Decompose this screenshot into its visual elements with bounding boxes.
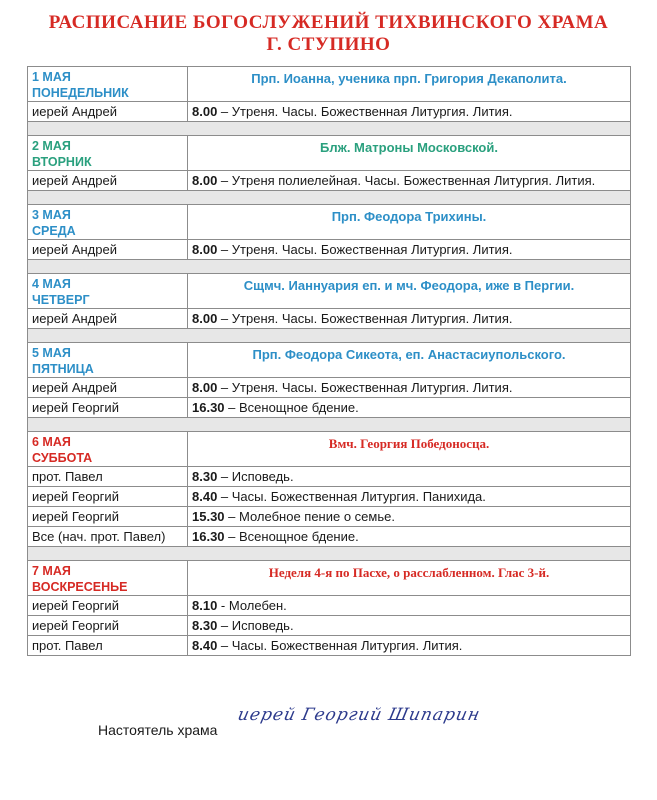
day-header xyxy=(28,136,630,171)
service-row xyxy=(28,487,630,507)
day-block-6 xyxy=(27,431,631,546)
feast-title: Неделя 4-я по Пасхе, о расслабленном. Глас 3-й. xyxy=(268,565,550,580)
day-date: 3 МАЯ xyxy=(32,208,71,222)
day-separator xyxy=(27,259,631,273)
service-row xyxy=(28,507,630,527)
feast-title: Вмч. Георгия Победоносца. xyxy=(328,436,490,451)
celebrant: иерей Георгий xyxy=(28,507,188,526)
page-subtitle: Г. СТУПИНО xyxy=(266,34,391,55)
day-header xyxy=(28,561,630,596)
day-weekday: СРЕДА xyxy=(32,224,76,238)
celebrant: иерей Андрей xyxy=(28,102,188,121)
feast-title: Прп. Феодора Трихины. xyxy=(331,209,487,224)
celebrant: иерей Георгий xyxy=(28,398,188,417)
service-time: 8.40 xyxy=(192,489,218,504)
service-row xyxy=(28,378,630,398)
celebrant: прот. Павел xyxy=(28,467,188,486)
schedule-table xyxy=(27,66,631,656)
day-block-3 xyxy=(27,204,631,259)
service-desc: – Всенощное бдение. xyxy=(224,529,359,544)
service-row xyxy=(28,616,630,636)
service-desc: – Всенощное бдение. xyxy=(224,400,359,415)
celebrant: иерей Андрей xyxy=(28,309,188,328)
service-time: 8.00 xyxy=(192,311,218,326)
day-weekday: ВТОРНИК xyxy=(32,155,92,169)
celebrant: прот. Павел xyxy=(28,636,188,655)
day-separator xyxy=(27,121,631,135)
service-time: 8.40 xyxy=(192,638,218,653)
service-row xyxy=(28,467,630,487)
service-time: 8.00 xyxy=(192,380,218,395)
celebrant: Все (нач. прот. Павел) xyxy=(28,527,188,546)
day-date: 4 МАЯ xyxy=(32,277,71,291)
day-weekday: ВОСКРЕСЕНЬЕ xyxy=(32,580,128,594)
day-separator xyxy=(27,546,631,560)
service-desc: – Исповедь. xyxy=(217,469,294,484)
celebrant: иерей Андрей xyxy=(28,171,188,190)
service-time: 8.00 xyxy=(192,173,218,188)
service-row xyxy=(28,102,630,121)
service-desc: – Утреня. Часы. Божественная Литургия. Лития. xyxy=(217,242,513,257)
day-block-4 xyxy=(27,273,631,328)
day-weekday: СУББОТА xyxy=(32,451,93,465)
service-desc: – Утреня. Часы. Божественная Литургия. Лития. xyxy=(217,311,513,326)
day-header xyxy=(28,205,630,240)
day-separator xyxy=(27,328,631,342)
service-time: 8.30 xyxy=(192,469,218,484)
day-date: 5 МАЯ xyxy=(32,346,71,360)
day-weekday: ПОНЕДЕЛЬНИК xyxy=(32,86,129,100)
day-date: 6 МАЯ xyxy=(32,435,71,449)
celebrant: иерей Георгий xyxy=(28,596,188,615)
service-row xyxy=(28,596,630,616)
service-row xyxy=(28,636,630,655)
service-row xyxy=(28,240,630,259)
service-desc: – Исповедь. xyxy=(217,618,294,633)
service-desc: - Молебен. xyxy=(217,598,287,613)
service-desc: – Утреня полиелейная. Часы. Божественная Литургия. Лития. xyxy=(217,173,596,188)
feast-title: Прп. Феодора Сикеота, еп. Анастасиупольского. xyxy=(252,347,566,362)
service-time: 8.00 xyxy=(192,242,218,257)
service-row xyxy=(28,309,630,328)
day-header xyxy=(28,343,630,378)
service-time: 8.00 xyxy=(192,104,218,119)
celebrant: иерей Андрей xyxy=(28,240,188,259)
celebrant: иерей Георгий xyxy=(28,616,188,635)
day-block-2 xyxy=(27,135,631,190)
day-block-7 xyxy=(27,560,631,656)
service-desc: – Молебное пение о семье. xyxy=(224,509,395,524)
service-desc: – Утреня. Часы. Божественная Литургия. Лития. xyxy=(217,104,513,119)
day-weekday: ЧЕТВЕРГ xyxy=(32,293,90,307)
service-desc: – Утреня. Часы. Божественная Литургия. Лития. xyxy=(217,380,513,395)
service-row xyxy=(28,171,630,190)
day-date: 7 МАЯ xyxy=(32,564,71,578)
day-separator xyxy=(27,417,631,431)
day-date: 2 МАЯ xyxy=(32,139,71,153)
service-time: 8.30 xyxy=(192,618,218,633)
service-row xyxy=(28,527,630,546)
feast-title: Блж. Матроны Московской. xyxy=(320,140,498,155)
day-header xyxy=(28,432,630,467)
day-header xyxy=(28,67,630,102)
feast-title: Сщмч. Ианнуария еп. и мч. Феодора, иже в Пергии. xyxy=(243,278,575,293)
celebrant: иерей Георгий xyxy=(28,487,188,506)
celebrant: иерей Андрей xyxy=(28,378,188,397)
day-block-5 xyxy=(27,342,631,417)
service-row xyxy=(28,398,630,417)
day-header xyxy=(28,274,630,309)
feast-title: Прп. Иоанна, ученика прп. Григория Декаполита. xyxy=(251,71,567,86)
day-date: 1 МАЯ xyxy=(32,70,71,84)
service-desc: – Часы. Божественная Литургия. Панихида. xyxy=(217,489,486,504)
service-time: 8.10 xyxy=(192,598,218,613)
service-time: 16.30 xyxy=(192,400,225,415)
day-separator xyxy=(27,190,631,204)
page-title: РАСПИСАНИЕ БОГОСЛУЖЕНИЙ ТИХВИНСКОГО ХРАМА xyxy=(48,12,609,33)
service-desc: – Часы. Божественная Литургия. Лития. xyxy=(217,638,463,653)
service-time: 15.30 xyxy=(192,509,225,524)
handwritten-signature: иерей Георгий Шипарин xyxy=(235,705,483,725)
rector-label: Настоятель храма xyxy=(98,722,218,738)
day-weekday: ПЯТНИЦА xyxy=(32,362,94,376)
day-block-1 xyxy=(27,66,631,121)
service-time: 16.30 xyxy=(192,529,225,544)
